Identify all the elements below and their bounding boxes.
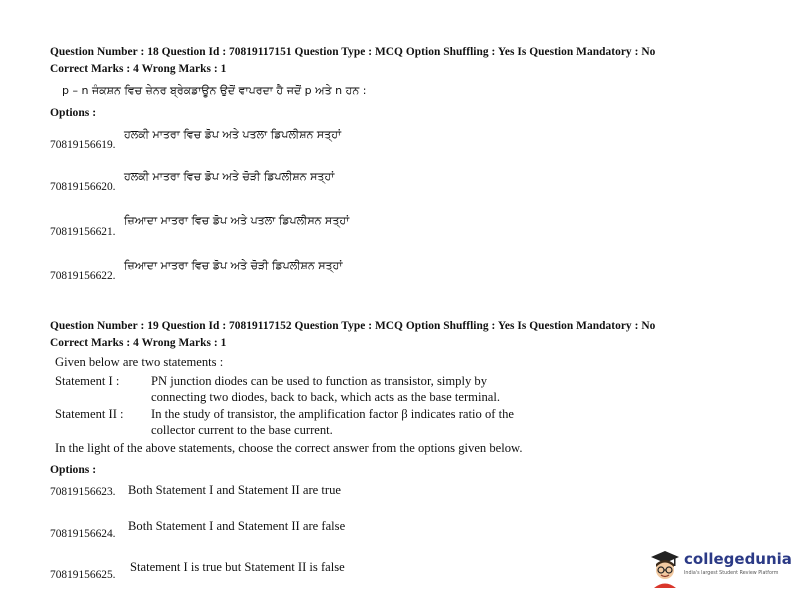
q19-statement-1-line1: PN junction diodes can be used to function as transistor, simply by (151, 374, 487, 388)
q19-instruction: In the light of the above statements, choose the correct answer from the options given below. (55, 441, 523, 455)
logo-tagline: India's largest Student Review Platform (684, 571, 779, 576)
q19-option-2-id: 70819156624. (50, 528, 116, 540)
q18-question-text: p – n ਜੰਕਸ਼ਨ ਵਿਚ ਜ਼ੇਨਰ ਬ੍ਰੇਕਡਾਊਨ ਉਦੋਂ ਵਾਪਰਦਾ ਹੈ ਜਦੋਂ p ਅਤੇ n ਹਨ : (62, 84, 367, 97)
q18-option-4-text: ਜ਼ਿਆਦਾ ਮਾਤਰਾ ਵਿਚ ਡੋਪ ਅਤੇ ਚੋੜੀ ਡਿਪਲੀਸ਼ਨ ਸਤ੍ਹਾਂ (124, 259, 343, 272)
q19-statement-1-line2: connecting two diodes, back to back, which acts as the base terminal. (151, 390, 501, 404)
q18-option-3-text: ਜ਼ਿਆਦਾ ਮਾਤਰਾ ਵਿਚ ਡੋਪ ਅਤੇ ਪਤਲਾ ਡਿਪਲੀਸਨ ਸਤ੍ਹਾਂ (124, 214, 350, 227)
q18-option-1-id: 70819156619. (50, 139, 116, 151)
q19-header-line2: Correct Marks : 4 Wrong Marks : 1 (50, 337, 227, 349)
q19-options-label: Options : (50, 463, 97, 476)
q19-option-3-id: 70819156625. (50, 569, 116, 581)
q18-header-line1: Question Number : 18 Question Id : 70819117151 Question Type : MCQ Option Shuffling : Yes Is Question Mandatory : No (50, 46, 656, 58)
q19-option-3-text: Statement I is true but Statement II is false (130, 560, 345, 574)
q19-option-1-text: Both Statement I and Statement II are true (128, 483, 341, 497)
logo-wordmark: collegedunia (684, 550, 792, 568)
collegedunia-logo (648, 548, 792, 588)
student-mascot-icon (648, 548, 682, 588)
q19-intro: Given below are two statements : (55, 355, 224, 369)
q18-option-3-id: 70819156621. (50, 226, 116, 238)
q19-statement-1-label: Statement I : (55, 374, 120, 388)
q19-option-1-id: 70819156623. (50, 486, 116, 498)
q18-option-2-id: 70819156620. (50, 181, 116, 193)
q18-option-1-text: ਹਲਕੀ ਮਾਤਰਾ ਵਿਚ ਡੋਪ ਅਤੇ ਪਤਲਾ ਡਿਪਲੀਸ਼ਨ ਸਤ੍ਹਾਂ (124, 128, 342, 141)
q19-option-2-text: Both Statement I and Statement II are false (128, 519, 346, 533)
q18-option-4-id: 70819156622. (50, 270, 116, 282)
q18-header-line2: Correct Marks : 4 Wrong Marks : 1 (50, 63, 227, 75)
q19-statement-2-line1: In the study of transistor, the amplification factor β indicates ratio of the (151, 407, 514, 421)
q19-header-line1: Question Number : 19 Question Id : 70819117152 Question Type : MCQ Option Shuffling : Yes Is Question Mandatory : No (50, 320, 656, 332)
q18-options-label: Options : (50, 106, 97, 119)
q19-statement-2-label: Statement II : (55, 407, 124, 421)
q19-statement-2-line2: collector current to the base current. (151, 423, 333, 437)
q18-option-2-text: ਹਲਕੀ ਮਾਤਰਾ ਵਿਚ ਡੋਪ ਅਤੇ ਚੋੜੀ ਡਿਪਲੀਸ਼ਨ ਸਤ੍ਹਾਂ (124, 170, 335, 183)
